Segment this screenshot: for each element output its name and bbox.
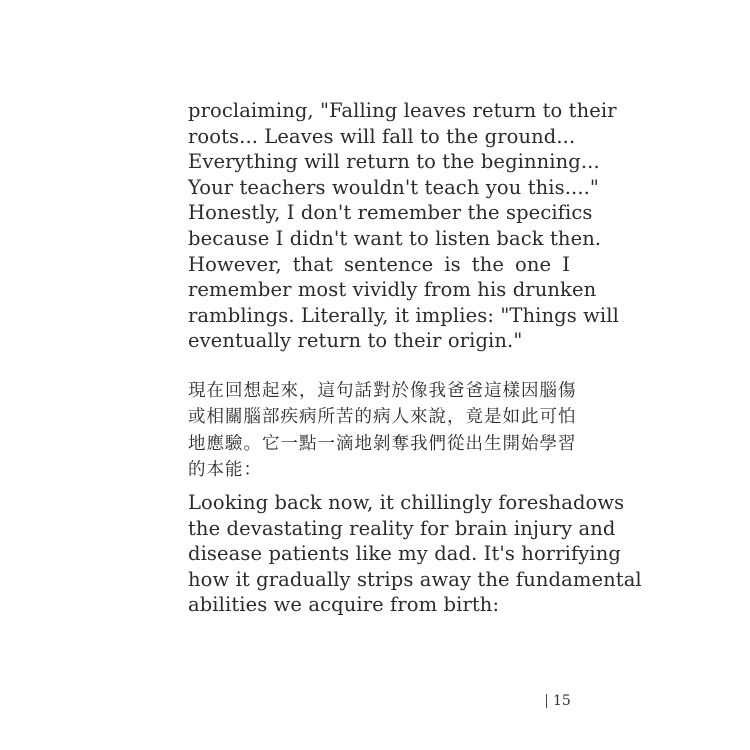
text-line: 的本能： — [188, 460, 262, 481]
text-line: 現在回想起來，這句話對於像我爸爸這樣因腦傷 — [188, 381, 577, 401]
text-line: 地應驗。它一點一滴地剝奪我們從出生開始學習 — [188, 433, 577, 454]
text-line: Your teachers wouldn't teach you this...." — [188, 175, 600, 199]
text-line: roots... Leaves will fall to the ground... — [188, 124, 576, 148]
text-line: Everything will return to the beginning... — [188, 150, 600, 174]
paragraph-english-2 — [188, 490, 642, 618]
text-line: disease patients like my dad. It's horrifying — [188, 542, 621, 566]
text-line: Looking back now, it chillingly foreshadows — [188, 491, 625, 514]
text-line: ramblings. Literally, it implies: "Things will — [188, 303, 619, 327]
text-line: the devastating reality for brain injury and — [188, 516, 616, 540]
text-line: remember most vividly from his drunken — [188, 278, 597, 302]
paragraph-chinese — [188, 378, 577, 484]
text-line: how it gradually strips away the fundamental — [188, 567, 642, 591]
footer-divider — [546, 694, 547, 708]
page-footer — [546, 693, 571, 709]
text-line: eventually return to their origin." — [188, 329, 523, 353]
text-line: Honestly, I don't remember the specifics — [188, 201, 593, 225]
paragraph-english-1 — [188, 98, 619, 354]
text-line: However, that sentence is the one I — [188, 252, 570, 276]
text-line: because I didn't want to listen back then. — [188, 226, 602, 250]
text-line: 或相關腦部疾病所苦的病人來說，竟是如此可怕 — [188, 407, 577, 428]
text-line: abilities we acquire from birth: — [188, 593, 500, 617]
text-line: proclaiming, "Falling leaves return to their — [188, 99, 617, 122]
page-number: 15 — [553, 693, 571, 709]
